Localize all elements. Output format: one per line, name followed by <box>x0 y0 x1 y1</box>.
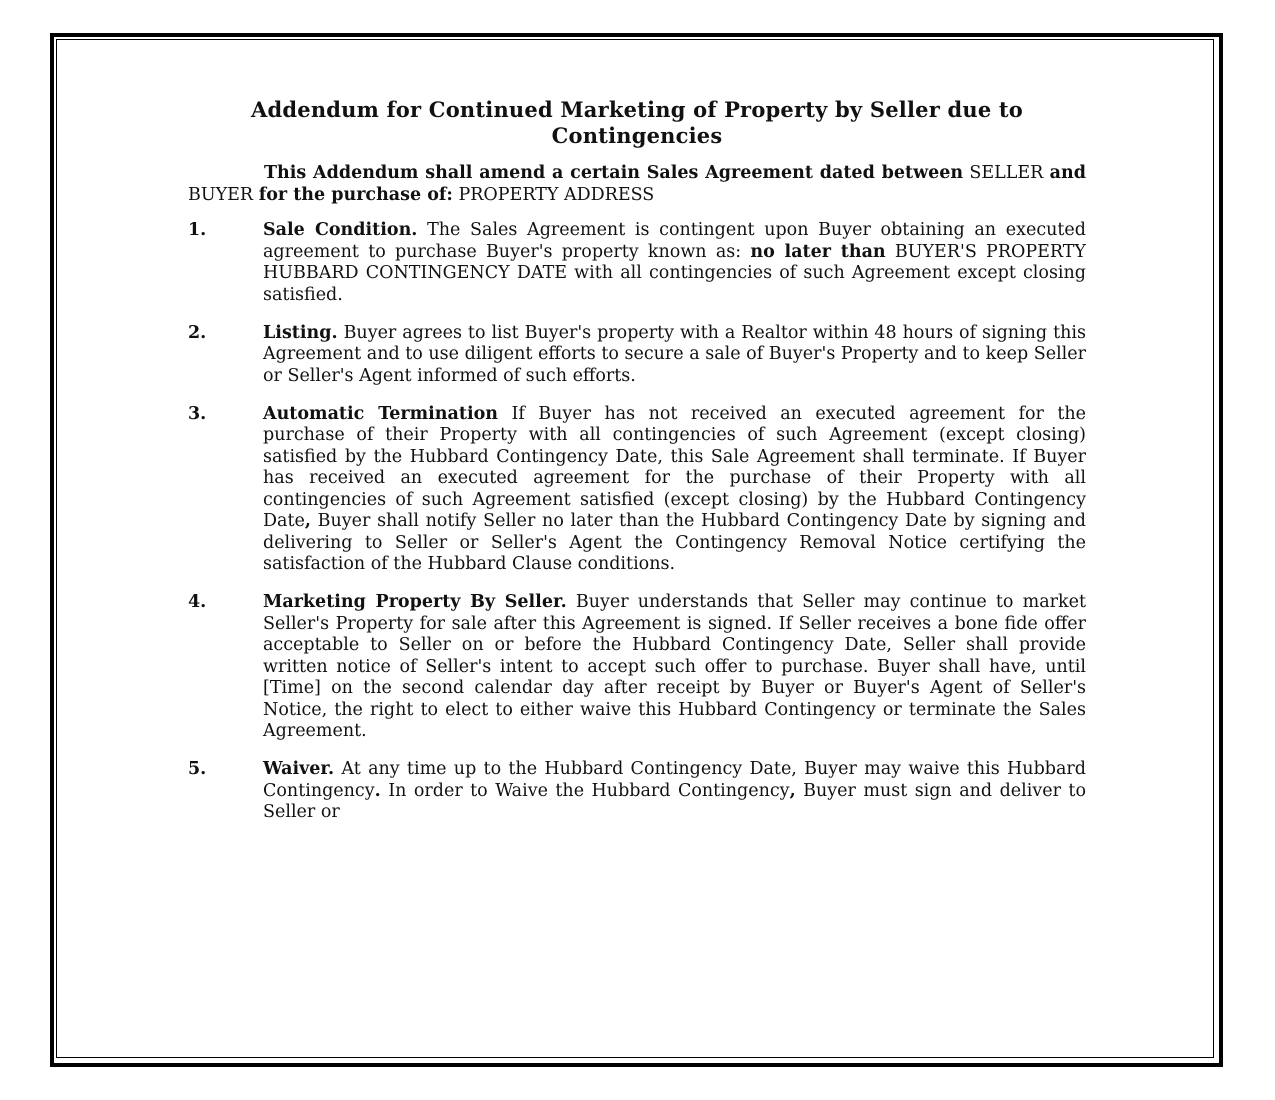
clause-text: Buyer must sign and deliver to Seller or <box>263 780 1086 822</box>
clause-text: If Buyer has not received an executed agreement for the purchase of their Property with all contingencies of such Agreement (except closing) satisfied by the Hubbard Contingency Date, this Sale Agreement shall terminate. If Buyer has received an executed agreement for the purchase of their Property with all contingencies of such Agreement satisfied (except closing) by the Hubbard Contingency Date <box>263 403 1086 531</box>
clause-sale-condition <box>188 220 1086 306</box>
document-body <box>188 97 1086 840</box>
clause-text: Buyer agrees to list Buyer's property with a Realtor within 48 hours of signing this Agreement and to use diligent efforts to secure a sale of Buyer's Property and to keep Seller or Seller's Agent informed of such efforts. <box>263 322 1086 386</box>
clause-heading: Sale Condition. <box>263 220 418 240</box>
clause-text: Buyer shall notify Seller no later than the Hubbard Contingency Date by signing and delivering to Seller or Seller's Agent the Contingency Removal Notice certifying the satisfaction of the Hubbard Clause conditions. <box>263 511 1086 574</box>
clause-number: 4. <box>188 592 207 612</box>
property-field: PROPERTY ADDRESS <box>458 184 655 205</box>
buyer-field: BUYER <box>188 184 254 205</box>
clause-listing <box>188 323 1086 388</box>
clause-number: 5. <box>188 759 207 779</box>
clause-heading: Marketing Property By Seller. <box>263 592 567 612</box>
clause-punctuation: , <box>789 780 796 801</box>
intro-and: and <box>1049 163 1086 183</box>
clause-heading: Listing. <box>263 322 338 343</box>
clause-text: At any time up to the Hubbard Contingency Date, Buyer may waive this Hubbard Contingency <box>263 759 1086 801</box>
clause-heading: Automatic Termination <box>263 403 498 424</box>
clause-number: 2. <box>188 322 207 343</box>
document-title: Addendum for Continued Marketing of Property by Seller due to Contingencies <box>251 97 1023 148</box>
clause-text: Buyer understands that Seller may continue to market Seller's Property for sale after this Agreement is signed. If Seller receives a bone fide offer acceptable to Seller on or before the Hubbard Contingency Date, Seller shall provide written notice of Seller's intent to accept such offer to purchase. Buyer shall have, until [Time] on the second calendar day after receipt by Buyer or Buyer's Agent of Seller's Notice, the right to elect to either waive this Hubbard Contingency or terminate the Sales Agreement. <box>263 592 1086 741</box>
clause-text: BUYER'S PROPERTY HUBBARD CONTINGENCY DATE with all contingencies of such Agreement except closing satisfied. <box>263 241 1086 305</box>
intro-paragraph <box>188 163 1086 206</box>
clause-waiver <box>188 759 1086 824</box>
clause-bold-text: no later than <box>750 241 886 262</box>
clause-number: 1. <box>188 220 207 240</box>
clause-heading: Waiver. <box>263 759 335 779</box>
clause-punctuation: . <box>374 780 381 801</box>
clause-automatic-termination <box>188 404 1086 576</box>
clause-text: In order to Waive the Hubbard Contingency <box>388 780 790 801</box>
clause-number: 3. <box>188 403 207 424</box>
clause-marketing-property <box>188 592 1086 743</box>
intro-text-1: This Addendum shall amend a certain Sales Agreement dated between <box>264 163 964 183</box>
clause-punctuation: , <box>304 511 311 531</box>
intro-text-2: for the purchase of: <box>258 184 453 205</box>
seller-field: SELLER <box>969 163 1044 183</box>
clause-text: The Sales Agreement is contingent upon Buyer obtaining an executed agreement to purchase Buyer's property known as: <box>263 220 1086 262</box>
